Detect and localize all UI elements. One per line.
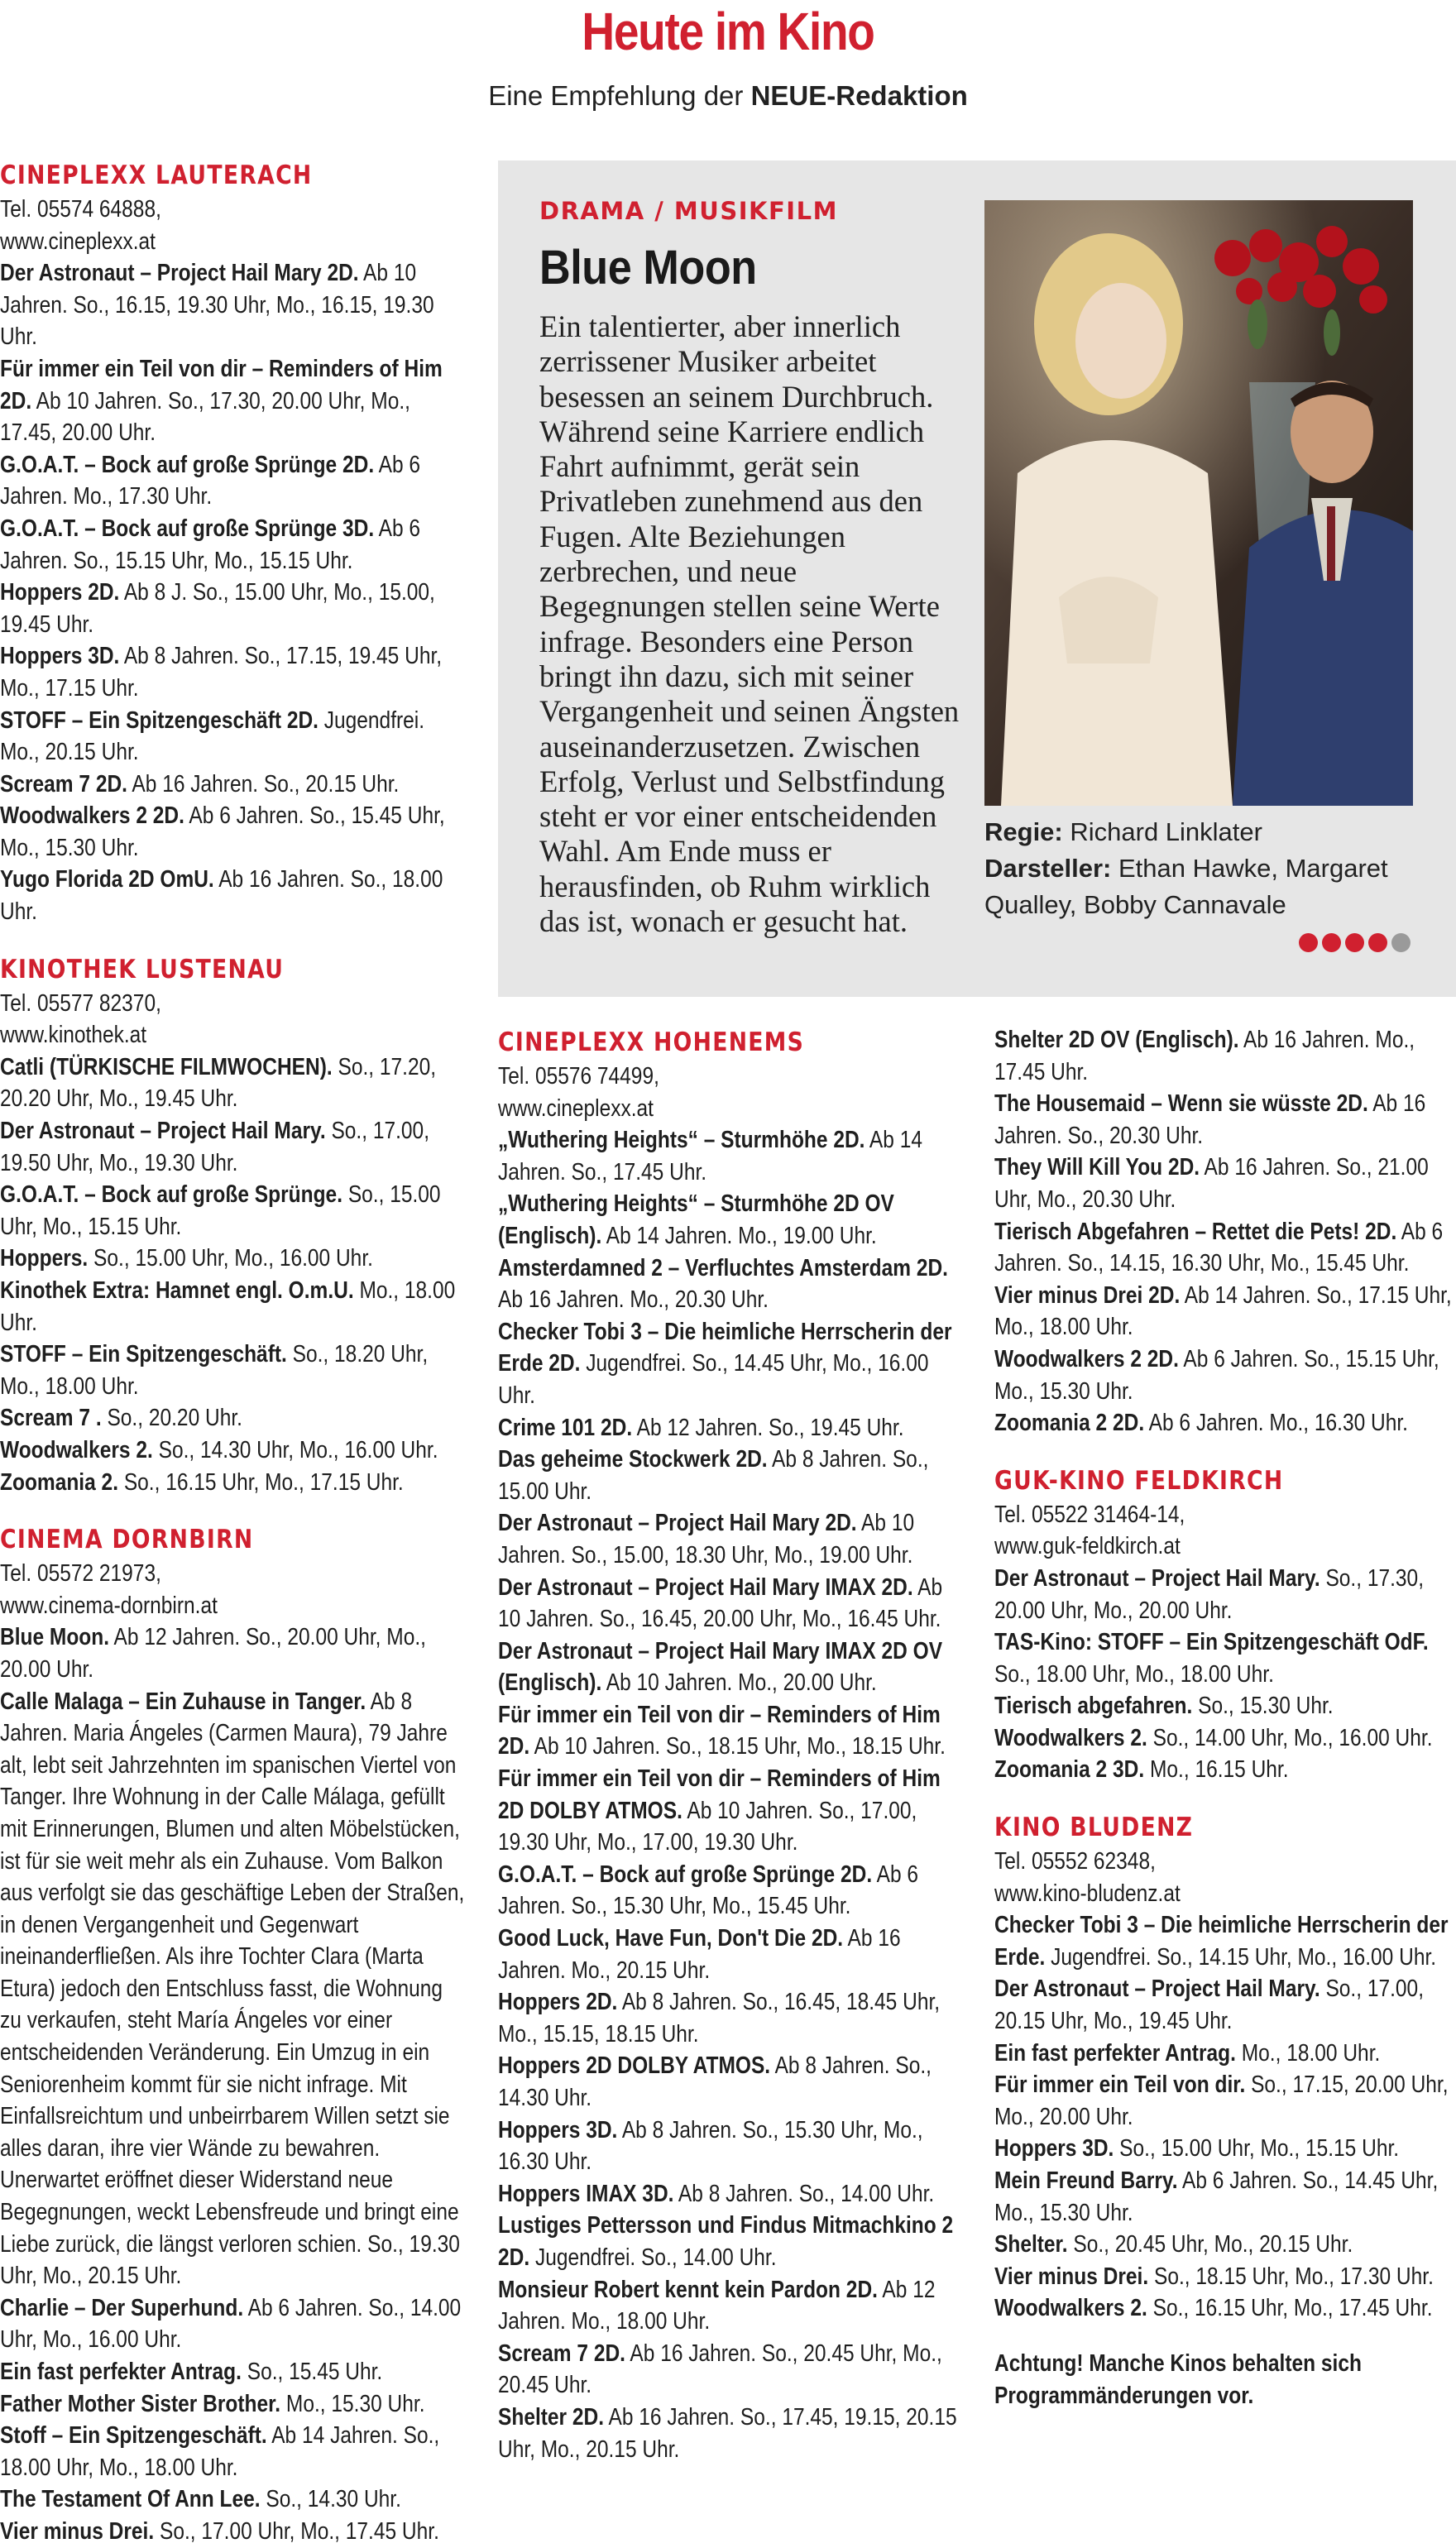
listing-details: So., 17.00, 19.50 Uhr, Mo., 19.30 Uhr.: [0, 1118, 430, 1176]
listing-details: Tel. 05522 31464-14,: [994, 1501, 1185, 1528]
listing-entry: [498, 1763, 961, 1859]
movie-title: Amsterdamned 2 – Verfluchtes Amsterdam 2D.: [498, 1254, 948, 1281]
listing-details: Ab 16 Jahren. So., 21.00 Uhr, Mo., 20.30 Uhr.: [994, 1154, 1429, 1213]
movie-title: Hoppers 2D.: [0, 579, 120, 606]
movie-title: „Wuthering Heights“ – Sturmhöhe 2D OV (Englisch).: [498, 1190, 894, 1249]
movie-title: Vier minus Drei.: [994, 2263, 1149, 2290]
movie-title: „Wuthering Heights“ – Sturmhöhe 2D.: [498, 1127, 865, 1154]
listing-details: So., 14.30 Uhr, Mo., 16.00 Uhr.: [152, 1436, 438, 1463]
listing-details: Mo., 18.00 Uhr.: [1235, 2039, 1381, 2067]
cast-names: Ethan Hawke, Margaret Qualley, Bobby Cannavale: [984, 854, 1388, 919]
movie-title: Blue Moon.: [0, 1624, 110, 1651]
listing-entry: [994, 1152, 1456, 1215]
listing-details: So., 20.20 Uhr.: [101, 1405, 242, 1432]
movie-title: Hoppers 2D.: [498, 1989, 618, 2016]
feature-recommendation-box: [498, 160, 1456, 997]
listing-details: So., 15.00 Uhr, Mo., 15.15 Uhr.: [0, 1181, 441, 1240]
listing-details: www.guk-feldkirch.at: [994, 1533, 1181, 1560]
listing-entry: [498, 2274, 961, 2338]
listings-column-middle: [498, 1024, 961, 2463]
feature-synopsis: Ein talentierter, aber innerlich zerrissener Musiker arbeitet besessen an seinem Durchbruch. Während seine Karriere endlich Fahrt aufnimmt, gerät sein Privatleben zunehmend aus den Fugen. Alte Beziehungen zerbrechen, und neue Begegnungen stellen seine Werte infrage. Besonders eine Person bringt ihn dazu, sich mit seiner Vergangenheit und seinen Ängsten auseinanderzusetzen. Zwischen Erfolg, Verlust und Selbstfindung steht er vor einer entscheidenden Wahl. Am Ende muss er herausfinden, ob Ruhm wirklich das ist, wonach er gesucht hat.: [539, 309, 960, 939]
listing-entry: [994, 1499, 1456, 1531]
listing-details: Ab 6 Jahren. So., 14.00 Uhr, Mo., 16.00 Uhr.: [0, 2294, 462, 2354]
listing-details: Ab 12 Jahren. Mo., 18.00 Uhr.: [498, 2276, 936, 2335]
listing-entry: [0, 1339, 467, 1402]
movie-title: G.O.A.T. – Bock auf große Sprünge 3D.: [0, 515, 375, 542]
listing-entry: [994, 2069, 1456, 2133]
listing-entry: [0, 1434, 467, 1467]
movie-title: Woodwalkers 2 2D.: [0, 802, 184, 830]
listing-entry: [0, 769, 467, 801]
director-name: Richard Linklater: [1062, 817, 1262, 846]
listing-entry: [498, 1923, 961, 1986]
listing-details: Ab 10 Jahren. So., 16.45, 20.00 Uhr, Mo., 16.45 Uhr.: [498, 1573, 943, 1633]
listing-details: So., 15.30 Uhr.: [1192, 1693, 1334, 1720]
cinema-name: CINEPLEXX HOHENEMS: [498, 1027, 805, 1057]
listing-entry: [498, 1412, 961, 1444]
listing-details: Tel. 05572 21973,: [0, 1560, 161, 1588]
movie-title: Lustiges Pettersson und Findus Mitmachkino 2 2D.: [498, 2212, 954, 2271]
cinema-block: [0, 157, 467, 928]
listing-details: Ab 10 Jahren. So., 16.15, 19.30 Uhr, Mo., 16.15, 19.30 Uhr.: [0, 260, 434, 351]
listing-details: Ab 6 Jahren. So., 14.15, 16.30 Uhr, Mo., 15.45 Uhr.: [994, 1218, 1444, 1277]
listing-details: Ab 14 Jahren. So., 17.15 Uhr, Mo., 18.00 Uhr.: [994, 1281, 1452, 1341]
movie-title: Stoff – Ein Spitzengeschäft.: [0, 2422, 267, 2450]
listing-entry: [994, 1088, 1456, 1152]
listing-details: So., 17.20, 20.20 Uhr, Mo., 19.45 Uhr.: [0, 1053, 437, 1113]
listing-details: Ab 14 Jahren. So., 17.45 Uhr.: [498, 1127, 922, 1185]
feature-title: Blue Moon: [539, 241, 757, 295]
listing-details: Ab 12 Jahren. So., 19.45 Uhr.: [632, 1414, 904, 1441]
movie-title: Tierisch Abgefahren – Rettet die Pets! 2D.: [994, 1218, 1397, 1245]
movie-title: Checker Tobi 3 – Die heimliche Herrscherin der Erde.: [994, 1912, 1449, 1971]
movie-title: Für immer ein Teil von dir.: [994, 2071, 1246, 2099]
listing-details: Jugendfrei. So., 14.15 Uhr, Mo., 16.00 Uhr.: [1045, 1943, 1437, 1971]
listing-entry: [0, 1051, 467, 1115]
listing-entry: [0, 194, 467, 226]
movie-title: The Testament Of Ann Lee.: [0, 2486, 261, 2513]
listing-entry: [498, 1572, 961, 1636]
rating-dot-filled: [1368, 933, 1387, 952]
listing-entry: [0, 577, 467, 640]
listing-details: So., 15.00 Uhr, Mo., 15.15 Uhr.: [1114, 2135, 1400, 2162]
movie-title: Der Astronaut – Project Hail Mary 2D.: [498, 1510, 857, 1537]
listing-entry: [0, 353, 467, 449]
listing-details: So., 14.30 Uhr.: [260, 2486, 401, 2513]
listing-entry: [994, 1722, 1456, 1755]
movie-title: Shelter.: [994, 2231, 1068, 2258]
listing-entry: [498, 1636, 961, 1699]
listing-details: Jugendfrei. Mo., 20.15 Uhr.: [0, 706, 425, 766]
listing-entry: [0, 1115, 467, 1179]
rating-dot-filled: [1299, 933, 1318, 952]
movie-title: Woodwalkers 2.: [0, 1436, 153, 1463]
movie-title: Woodwalkers 2.: [994, 2295, 1147, 2322]
listing-entry: [994, 2261, 1456, 2293]
rating-dot-filled: [1322, 933, 1341, 952]
movie-title: Zoomania 2.: [0, 1468, 119, 1496]
movie-title: Tierisch abgefahren.: [994, 1693, 1193, 1720]
listing-entry: [498, 1252, 961, 1316]
cinema-block: [0, 1521, 467, 2547]
listing-entry: [994, 1909, 1456, 1973]
listing-details: Ab 12 Jahren. So., 20.00 Uhr, Mo., 20.00 Uhr.: [0, 1624, 426, 1683]
listing-entry: [498, 1507, 961, 1571]
listing-details: So., 15.00 Uhr, Mo., 16.00 Uhr.: [88, 1245, 373, 1272]
movie-title: Shelter 2D.: [498, 2403, 605, 2431]
listing-entry: [0, 449, 467, 513]
listing-entry: [994, 2133, 1456, 2165]
movie-still-image: [984, 200, 1413, 806]
listing-entry: [0, 1402, 467, 1434]
movie-title: Charlie – Der Superhund.: [0, 2294, 244, 2321]
movie-title: G.O.A.T. – Bock auf große Sprünge 2D.: [0, 451, 375, 478]
listing-details: So., 18.00 Uhr, Mo., 18.00 Uhr.: [994, 1660, 1274, 1688]
listing-entry: [498, 2050, 961, 2114]
subtitle-publisher: NEUE-Redaktion: [750, 80, 968, 111]
listing-details: So., 14.00 Uhr, Mo., 16.00 Uhr.: [1147, 1724, 1433, 1751]
movie-title: Hoppers IMAX 3D.: [498, 2180, 674, 2207]
movie-title: Der Astronaut – Project Hail Mary.: [994, 1564, 1320, 1592]
listing-entry: [0, 2356, 467, 2388]
listing-entry: [0, 2420, 467, 2483]
listing-details: Ab 14 Jahren. Mo., 19.00 Uhr.: [601, 1222, 877, 1249]
listing-details: So., 16.15 Uhr, Mo., 17.45 Uhr.: [1147, 2295, 1433, 2322]
listing-entry: [994, 1626, 1456, 1690]
movie-title: Für immer ein Teil von dir – Reminders of Him 2D.: [498, 1701, 941, 1760]
cinema-block: [994, 1809, 1456, 2325]
cast-line: [984, 850, 1415, 923]
listing-entry: [0, 257, 467, 353]
listing-details: Tel. 05552 62348,: [994, 1848, 1156, 1875]
movie-title: Good Luck, Have Fun, Don't Die 2D.: [498, 1925, 844, 1952]
listing-entry: [994, 1024, 1456, 1088]
listing-details: Ab 8 Jahren. So., 15.00 Uhr.: [498, 1446, 929, 1505]
listing-entry: [498, 1124, 961, 1188]
listing-details: Jugendfrei. So., 14.00 Uhr.: [529, 2244, 777, 2271]
movie-title: Calle Malaga – Ein Zuhause in Tanger.: [0, 1688, 366, 1715]
listing-entry: [0, 705, 467, 769]
movie-title: Der Astronaut – Project Hail Mary.: [994, 1976, 1320, 2003]
listing-entry: [994, 2038, 1456, 2070]
movie-still-photo: [984, 200, 1413, 806]
movie-title: Shelter 2D OV (Englisch).: [994, 1027, 1239, 1053]
movie-title: Woodwalkers 2.: [994, 1724, 1147, 1751]
movie-title: Hoppers 3D.: [994, 2135, 1114, 2162]
cinema-name: KINO BLUDENZ: [994, 1813, 1194, 1843]
listing-entry: [0, 1243, 467, 1275]
listing-details: So., 15.45 Uhr.: [241, 2359, 383, 2385]
listing-details: Ab 6 Jahren. So., 15.45 Uhr, Mo., 15.30 Uhr.: [0, 802, 445, 861]
listing-entry: [994, 1530, 1456, 1563]
feature-credits: [984, 814, 1415, 923]
listing-entry: [994, 1407, 1456, 1439]
rating-dot-filled: [1345, 933, 1364, 952]
movie-title: Vier minus Drei 2D.: [994, 1281, 1181, 1309]
listing-details: Tel. 05577 82370,: [0, 989, 161, 1017]
listing-details: www.cineplexx.at: [0, 228, 156, 255]
listing-details: Mo., 16.15 Uhr.: [1144, 1756, 1289, 1784]
listing-details: Ab 6 Jahren. So., 15.15 Uhr, Mo., 15.15 Uhr.: [0, 515, 421, 574]
listing-details: So., 17.00, 20.15 Uhr, Mo., 19.45 Uhr.: [994, 1976, 1425, 2035]
listing-details: Ab 8 J. So., 15.00 Uhr, Mo., 15.00, 19.45 Uhr.: [0, 579, 435, 638]
listing-entry: [0, 1590, 467, 1622]
listing-details: Ab 8 Jahren. So., 14.30 Uhr.: [498, 2052, 932, 2111]
listing-entry: [498, 1444, 961, 1507]
movie-title: Vier minus Drei.: [0, 2517, 155, 2545]
listing-details: Ab 10 Jahren. Mo., 20.00 Uhr.: [601, 1669, 877, 1697]
listing-entry: [994, 1690, 1456, 1722]
listing-entry: [0, 864, 467, 927]
feature-genre: DRAMA / MUSIKFILM: [539, 197, 838, 225]
cinema-name: KINOTHEK LUSTENAU: [0, 954, 285, 984]
movie-title: Hoppers 2D DOLBY ATMOS.: [498, 2052, 771, 2080]
cinema-block: [994, 1463, 1456, 1786]
movie-title: STOFF – Ein Spitzengeschäft.: [0, 1341, 287, 1368]
listing-entry: [498, 2210, 961, 2273]
movie-title: They Will Kill You 2D.: [994, 1154, 1200, 1181]
listing-entry: [0, 988, 467, 1020]
rating-dot-empty: [1391, 933, 1410, 952]
movie-title: The Housemaid – Wenn sie wüsste 2D.: [994, 1090, 1368, 1118]
movie-title: STOFF – Ein Spitzengeschäft 2D.: [0, 706, 318, 734]
listing-details: So., 17.00 Uhr, Mo., 17.45 Uhr.: [154, 2517, 439, 2545]
listing-entry: [0, 800, 467, 864]
listing-entry: [0, 1686, 467, 2292]
listing-entry: [0, 513, 467, 577]
listings-column-right: [994, 1024, 1456, 2442]
movie-title: Hoppers 3D.: [498, 2116, 618, 2143]
listing-details: So., 17.15, 20.00 Uhr, Mo., 20.00 Uhr.: [994, 2071, 1449, 2130]
listing-details: Ab 16 Jahren. Mo., 20.30 Uhr.: [498, 1286, 769, 1314]
movie-title: Der Astronaut – Project Hail Mary IMAX 2D.: [498, 1573, 913, 1601]
movie-title: Woodwalkers 2 2D.: [994, 1345, 1179, 1372]
movie-title: Yugo Florida 2D OmU.: [0, 866, 214, 893]
movie-title: Scream 7 .: [0, 1405, 102, 1432]
listing-details: Ab 16 Jahren. So., 20.15 Uhr.: [127, 770, 400, 797]
listing-details: Ab 16 Jahren. Mo., 17.45 Uhr.: [994, 1027, 1415, 1085]
listing-entry: [498, 2338, 961, 2402]
listing-details: www.kinothek.at: [0, 1022, 147, 1049]
listing-details: Jugendfrei. So., 14.45 Uhr, Mo., 16.00 Uhr.: [498, 1350, 929, 1409]
listing-details: So., 17.30, 20.00 Uhr, Mo., 20.00 Uhr.: [994, 1564, 1425, 1624]
listing-entry: [0, 1275, 467, 1339]
listing-entry: [0, 2483, 467, 2516]
listing-details: Ab 6 Jahren. So., 15.30 Uhr, Mo., 15.45 Uhr.: [498, 1861, 919, 1920]
listing-entry: [0, 2388, 467, 2421]
movie-title: Checker Tobi 3 – Die heimliche Herrscherin der Erde 2D.: [498, 1318, 952, 1377]
listing-details: Ab 8 Jahren. So., 16.45, 18.45 Uhr, Mo., 15.15, 18.15 Uhr.: [498, 1989, 941, 2048]
listing-details: Ab 16 Jahren. So., 18.00 Uhr.: [0, 866, 443, 926]
listing-entry: [498, 2402, 961, 2465]
movie-title: G.O.A.T. – Bock auf große Sprünge.: [0, 1181, 343, 1209]
program-change-note: Achtung! Manche Kinos behalten sich Programmänderungen vor.: [994, 2349, 1362, 2409]
listing-details: Ab 8 Jahren. So., 14.00 Uhr.: [673, 2180, 935, 2207]
rating-dots: [1299, 933, 1410, 952]
listing-entry: [0, 1467, 467, 1499]
movie-title: Der Astronaut – Project Hail Mary 2D.: [0, 260, 359, 287]
listing-entry: [0, 226, 467, 258]
subtitle-prefix: Eine Empfehlung der: [488, 80, 751, 111]
listing-details: Ab 16 Jahren. So., 20.45 Uhr, Mo., 20.45 Uhr.: [498, 2340, 942, 2399]
movie-title: Mein Freund Barry.: [994, 2167, 1178, 2194]
listing-entry: [994, 1846, 1456, 1878]
listing-details: Ab 8 Jahren. Maria Ángeles (Carmen Maura), 79 Jahre alt, lebt seit Jahrzehnten im spanischen Viertel von Tanger. Ihre Wohnung in der Calle Málaga, gefüllt mit Erinnerungen, Blumen und alten Möbelstücken, ist für sie weit mehr als ein Zuhause. Vom Balkon aus verfolgt sie das geschäftige Leben der Straßen, in denen Vergangenheit und Gegenwart ineinanderfließen. Als ihre Tochter Clara (Marta Etura) jedoch den Entschluss fasst, die Wohnung zu verkaufen, steht María Ángeles vor einer entscheidenden Veränderung. Ein Umzug in ein Seniorenheim kommt für sie nicht infrage. Mit Einfallsreichtum und unbeirrbarem Willen setzt sie alles daran, ihre vier Wände zu bewahren. Unerwartet eröffnet dieser Widerstand neue Begegnungen, weckt Lebensfreude und bringt eine Liebe zurück, die längst verloren schien. So., 19.30 Uhr, Mo., 20.15 Uhr.: [0, 1688, 465, 2290]
listing-details: So., 16.15 Uhr, Mo., 17.15 Uhr.: [118, 1468, 404, 1496]
listing-details: So., 20.45 Uhr, Mo., 20.15 Uhr.: [1067, 2231, 1353, 2258]
movie-title: Das geheime Stockwerk 2D.: [498, 1446, 768, 1473]
movie-title: Kinothek Extra: Hamnet engl. O.m.U.: [0, 1277, 354, 1304]
listing-details: Ab 6 Jahren. So., 14.45 Uhr, Mo., 15.30 Uhr.: [994, 2167, 1439, 2226]
movie-title: Scream 7 2D.: [0, 770, 127, 797]
listing-entry: [994, 1280, 1456, 1343]
movie-title: G.O.A.T. – Bock auf große Sprünge 2D.: [498, 1861, 873, 1888]
movie-title: Scream 7 2D.: [498, 2340, 625, 2367]
listing-entry: [0, 2516, 467, 2548]
page-subtitle: [0, 79, 1456, 113]
listing-entry: [0, 1179, 467, 1243]
cinema-name: CINEPLEXX LAUTERACH: [0, 160, 313, 190]
listing-entry: [994, 2229, 1456, 2261]
listing-entry: [994, 2165, 1456, 2229]
listing-details: Mo., 15.30 Uhr.: [280, 2390, 425, 2417]
listing-entry: [498, 1859, 961, 1923]
movie-title: Monsieur Robert kennt kein Pardon 2D.: [498, 2276, 878, 2303]
listing-entry: [994, 2292, 1456, 2325]
listing-details: Ab 10 Jahren. So., 17.30, 20.00 Uhr, Mo., 17.45, 20.00 Uhr.: [0, 387, 410, 447]
movie-title: Hoppers 3D.: [0, 643, 120, 670]
listing-details: So., 18.15 Uhr, Mo., 17.30 Uhr.: [1148, 2263, 1434, 2290]
cinema-block: [994, 1024, 1456, 1439]
listing-entry: [0, 1621, 467, 1685]
cinema-block: [0, 951, 467, 1499]
listing-details: Ab 14 Jahren. So., 18.00 Uhr, Mo., 18.00 Uhr.: [0, 2422, 440, 2481]
listing-details: Ab 16 Jahren. So., 17.45, 19.15, 20.15 Uhr, Mo., 20.15 Uhr.: [498, 2403, 957, 2463]
movie-title: Zoomania 2 2D.: [994, 1410, 1145, 1437]
listing-details: Ab 6 Jahren. Mo., 17.30 Uhr.: [0, 451, 421, 510]
listing-details: Ab 6 Jahren. Mo., 16.30 Uhr.: [1144, 1410, 1408, 1437]
movie-title: Der Astronaut – Project Hail Mary.: [0, 1118, 326, 1145]
director-line: [984, 814, 1415, 850]
listing-details: Ab 8 Jahren. So., 15.30 Uhr, Mo., 16.30 Uhr.: [498, 2116, 923, 2176]
movie-title: Ein fast perfekter Antrag.: [994, 2039, 1236, 2067]
listing-details: Ab 6 Jahren. So., 15.15 Uhr, Mo., 15.30 Uhr.: [994, 1345, 1439, 1405]
movie-title: Father Mother Sister Brother.: [0, 2390, 281, 2417]
page-title: Heute im Kino: [582, 2, 874, 61]
listing-entry: [0, 1019, 467, 1051]
listing-details: Tel. 05576 74499,: [498, 1063, 659, 1090]
listing-entry: [0, 1558, 467, 1590]
listings-column-left: [0, 157, 467, 2545]
listing-entry: [994, 1216, 1456, 1280]
listing-details: Ab 10 Jahren. So., 15.00, 18.30 Uhr, Mo., 19.00 Uhr.: [498, 1510, 915, 1569]
cinema-block: [498, 1024, 961, 2465]
listing-entry: [498, 1986, 961, 2050]
listing-entry: [498, 2115, 961, 2178]
listing-entry: [498, 1093, 961, 1125]
listing-details: Ab 16 Jahren. Mo., 20.15 Uhr.: [498, 1925, 901, 1984]
listing-details: Tel. 05574 64888,: [0, 196, 161, 223]
listing-entry: [994, 1563, 1456, 1626]
movie-title: Hoppers.: [0, 1245, 89, 1272]
movie-title: TAS-Kino: STOFF – Ein Spitzengeschäft OdF.: [994, 1629, 1429, 1656]
listing-entry: [498, 1316, 961, 1412]
listing-entry: [0, 640, 467, 704]
cinema-name: CINEMA DORNBIRN: [0, 1525, 254, 1555]
listing-entry: [994, 1878, 1456, 1910]
movie-title: Der Astronaut – Project Hail Mary IMAX 2D OV (Englisch).: [498, 1637, 943, 1697]
movie-title: Für immer ein Teil von dir – Reminders of Him 2D.: [0, 355, 443, 414]
listing-details: Ab 10 Jahren. So., 17.00, 19.30 Uhr, Mo., 17.00, 19.30 Uhr.: [498, 1797, 917, 1856]
movie-title: Ein fast perfekter Antrag.: [0, 2359, 242, 2385]
listing-entry: [498, 2178, 961, 2210]
listing-entry: [498, 1699, 961, 1763]
listing-details: www.cinema-dornbirn.at: [0, 1592, 218, 1619]
listing-details: So., 18.20 Uhr, Mo., 18.00 Uhr.: [0, 1341, 429, 1400]
movie-title: Für immer ein Teil von dir – Reminders of Him 2D DOLBY ATMOS.: [498, 1765, 941, 1824]
listing-entry: [498, 1188, 961, 1252]
listing-entry: [0, 2292, 467, 2356]
listing-details: Ab 8 Jahren. So., 17.15, 19.45 Uhr, Mo., 17.15 Uhr.: [0, 643, 443, 702]
listing-details: www.cineplexx.at: [498, 1094, 654, 1122]
listing-details: Ab 16 Jahren. So., 20.30 Uhr.: [994, 1090, 1426, 1149]
movie-title: Zoomania 2 3D.: [994, 1756, 1145, 1784]
listing-entry: [994, 1343, 1456, 1407]
listing-entry: [994, 1973, 1456, 2037]
movie-title: Crime 101 2D.: [498, 1414, 633, 1441]
cast-label: Darsteller:: [984, 854, 1112, 883]
listing-details: www.kino-bludenz.at: [994, 1880, 1181, 1907]
movie-title: Catli (TÜRKISCHE FILMWOCHEN).: [0, 1053, 333, 1080]
listing-entry: [498, 1061, 961, 1093]
listing-details: Mo., 18.00 Uhr.: [0, 1277, 456, 1336]
listing-details: Ab 10 Jahren. So., 18.15 Uhr, Mo., 18.15 Uhr.: [529, 1733, 946, 1760]
cinema-name: GUK-KINO FELDKIRCH: [994, 1465, 1284, 1496]
listing-entry: [994, 1754, 1456, 1786]
director-label: Regie:: [984, 817, 1063, 846]
